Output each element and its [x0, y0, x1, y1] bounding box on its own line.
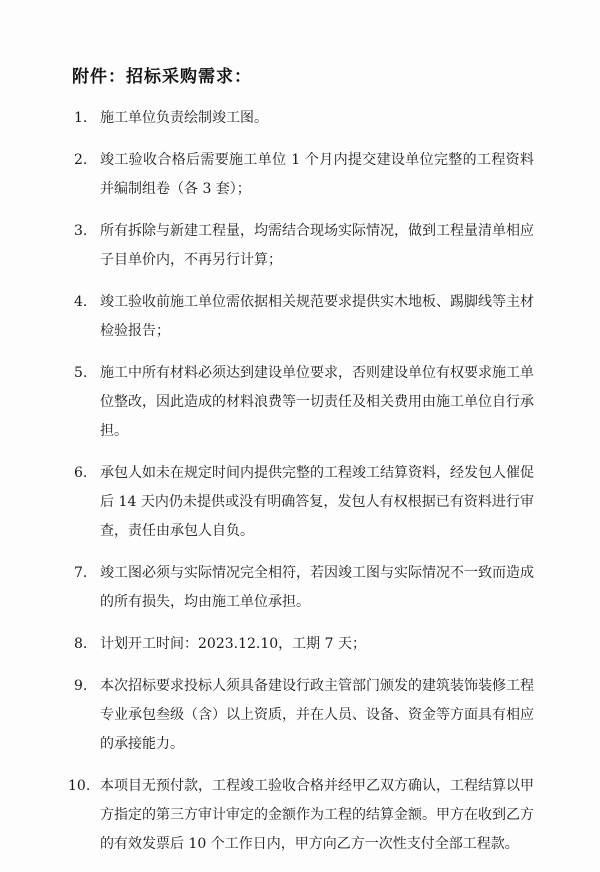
requirements-list — [68, 104, 534, 872]
item-text: 竣工图必须与实际情况完全相符，若因竣工图与实际情况不一致而造成的所有损失，均由施工单位承担。 — [100, 565, 534, 610]
item-number: 5. — [74, 365, 88, 381]
item-text: 计划开工时间：2023.12.10，工期 7 天； — [100, 636, 366, 652]
item-text: 本项目无预付款，工程竣工验收合格并经甲乙双方确认，工程结算以甲方指定的第三方审计审定的金额作为工程的结算金额。甲方在收到乙方的有效发票后 10 个工作日内，甲方向乙方一次性支付全部工程款。 — [100, 778, 534, 852]
item-number: 10. — [68, 778, 91, 794]
page-title: 附件：招标采购需求： — [72, 67, 252, 87]
list-item — [68, 772, 534, 859]
item-number: 2. — [74, 152, 88, 168]
list-item — [74, 217, 534, 275]
item-number: 4. — [74, 294, 88, 310]
item-text: 施工单位负责绘制竣工图。 — [100, 110, 268, 126]
list-item — [74, 359, 534, 446]
item-number: 1. — [74, 110, 88, 126]
item-text: 所有拆除与新建工程量，均需结合现场实际情况，做到工程量清单相应子目单价内，不再另行计算； — [100, 223, 534, 268]
list-item — [74, 288, 534, 346]
list-item — [74, 146, 534, 204]
list-item — [74, 672, 534, 759]
list-item — [74, 104, 534, 133]
item-text: 承包人如未在规定时间内提供完整的工程竣工结算资料，经发包人催促后 14 天内仍未提供或没有明确答复，发包人有权根据已有资料进行审查，责任由承包人自负。 — [100, 465, 534, 539]
item-text: 竣工验收前施工单位需依据相关规范要求提供实木地板、踢脚线等主材检验报告； — [100, 294, 534, 339]
list-item — [74, 559, 534, 617]
item-number: 3. — [74, 223, 88, 239]
item-number: 6. — [74, 465, 88, 481]
item-text: 施工中所有材料必须达到建设单位要求，否则建设单位有权要求施工单位整改，因此造成的材料浪费等一切责任及相关费用由施工单位自行承担。 — [100, 365, 534, 439]
item-number: 7. — [74, 565, 88, 581]
item-text: 竣工验收合格后需要施工单位 1 个月内提交建设单位完整的工程资料并编制组卷（各 3 套）； — [100, 152, 534, 197]
item-text: 本次招标要求投标人须具备建设行政主管部门颁发的建筑装饰装修工程专业承包叁级（含）以上资质，并在人员、设备、资金等方面具有相应的承接能力。 — [100, 678, 534, 752]
list-item — [74, 630, 534, 659]
item-number: 9. — [74, 678, 88, 694]
item-number: 8. — [74, 636, 88, 652]
list-item — [74, 459, 534, 546]
